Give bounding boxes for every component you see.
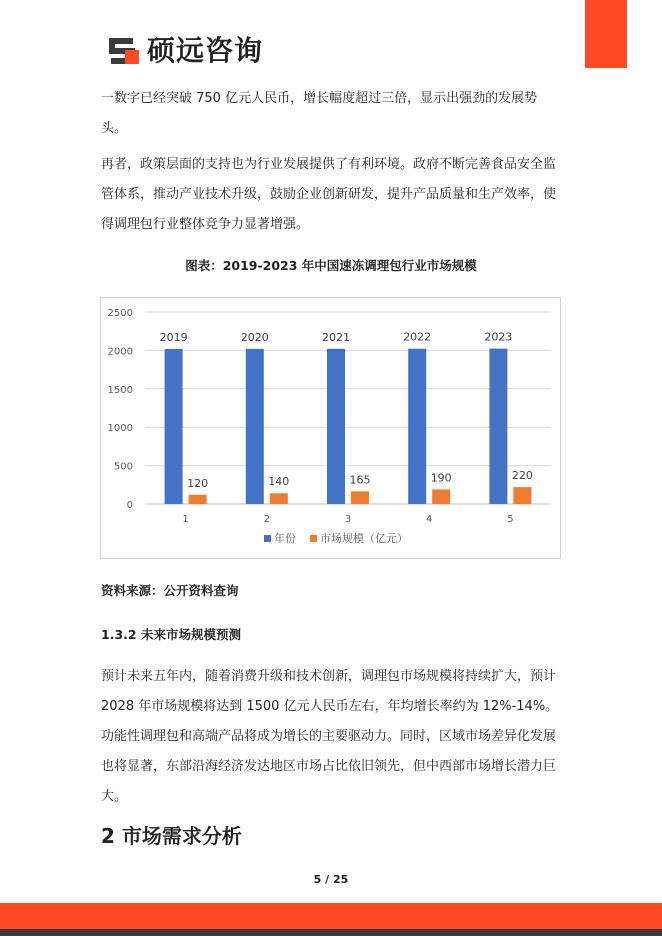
y-tick-label: 2500: [107, 308, 133, 319]
data-label: 2019: [159, 330, 188, 344]
y-tick-label: 1000: [107, 423, 133, 435]
x-tick-label: 4: [426, 514, 433, 525]
corner-accent-tab: [585, 0, 627, 68]
paragraph-forecast: 预计未来五年内，随着消费升级和技术创新，调理包市场规模将持续扩大，预计 2028 年市场规模将达到 1500 亿元人民币左右，年均增长率约为 12%-14%。功能性调理包和高端产品将成为增长的主要驱动力。同时，区域市场差异化发展也将显著，东部沿海经济发达地区市场占比依旧领先，但中西部市场增长潜力巨大。: [101, 669, 559, 804]
footer-dark-strip: [0, 929, 662, 936]
source-note: 资料来源：公开资料查询: [101, 583, 239, 598]
bar-market-size: [270, 493, 288, 504]
y-tick-label: 0: [126, 500, 133, 511]
legend-swatch: [310, 535, 317, 542]
chart-canvas: [101, 298, 562, 560]
paragraph-policy: 再者，政策层面的支持也为行业发展提供了有利环境。政府不断完善食品安全监管体系，推动产业技术升级，鼓励企业创新研发，提升产品质量和生产效率，使得调理包行业整体竞争力显著增强。: [101, 157, 557, 232]
y-tick-label: 500: [113, 461, 133, 473]
x-tick-label: 2: [263, 514, 270, 525]
data-label: 190: [430, 471, 452, 485]
x-tick-label: 3: [344, 514, 352, 525]
bar-market-size: [513, 487, 531, 504]
x-tick-label: 1: [182, 514, 189, 525]
data-label: 220: [511, 469, 533, 483]
data-label: 2023: [484, 330, 513, 344]
bar-market-size: [432, 489, 450, 504]
legend-label: 年份: [274, 532, 296, 545]
brand-name: 硕远咨询: [147, 34, 264, 67]
data-label: 2021: [322, 330, 350, 344]
footer-accent-bar: [0, 903, 662, 929]
section-heading: 2 市场需求分析: [101, 824, 242, 848]
y-tick-label: 2000: [107, 346, 133, 358]
x-tick-label: 5: [507, 514, 514, 525]
page-number: 5 / 25: [313, 873, 349, 886]
data-label: 140: [268, 475, 290, 489]
data-label: 120: [187, 476, 209, 490]
brand-s-logo-icon: [107, 36, 139, 66]
legend-swatch: [264, 535, 271, 542]
data-label: 2022: [403, 330, 432, 344]
y-tick-label: 1500: [107, 384, 133, 396]
bar-year: [408, 349, 426, 504]
market-size-chart: [100, 297, 561, 559]
bar-market-size: [189, 495, 207, 504]
subsection-heading: 1.3.2 未来市场规模预测: [101, 627, 241, 642]
legend-label: 市场规模（亿元）: [320, 532, 408, 545]
bar-market-size: [351, 491, 369, 504]
bar-year: [165, 349, 183, 504]
brand-logo: [107, 36, 263, 66]
bar-year: [246, 349, 264, 504]
data-label: 165: [349, 473, 371, 487]
bar-year: [327, 349, 345, 504]
data-label: 2020: [240, 330, 269, 344]
bar-year: [489, 349, 507, 504]
paragraph-growth: 一数字已经突破 750 亿元人民币，增长幅度超过三倍，显示出强劲的发展势头。: [101, 91, 538, 136]
figure-title: 图表：2019-2023 年中国速冻调理包行业市场规模: [185, 258, 477, 273]
